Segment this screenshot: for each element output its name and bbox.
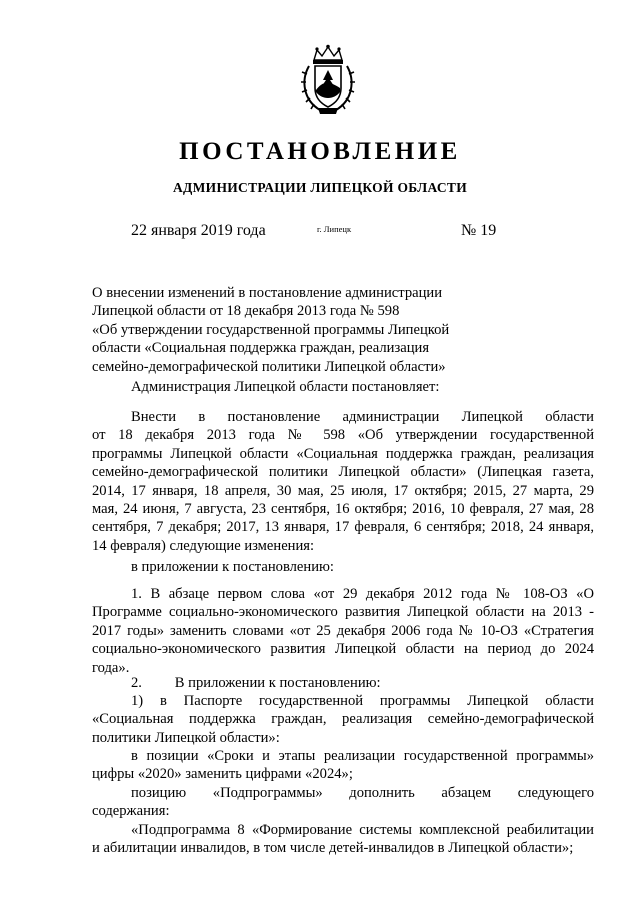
sub1-line: 1) в Паспорте государственной программы Липецкой области [131, 693, 594, 709]
heading-line: области «Социальная поддержка граждан, реализация [92, 340, 430, 357]
position1-line: в позиции «Сроки и этапы реализации государственной программы» [131, 748, 594, 764]
item1-line: 2017 годы» заменить словами «от 25 декабря 2006 года № 10-ОЗ «Стратегия [92, 622, 594, 639]
intro-line: сентября, 7 декабря; 2017, 13 января, 17 февраля, 6 сентября; 2018, 24 января, [92, 519, 594, 536]
intro-line: 2014, 17 января, 18 апреля, 30 мая, 25 июля, 17 октября; 2015, 27 марта, 29 [92, 482, 594, 499]
item1-line: Программе социально-экономического развития Липецкой области на 2013 - [92, 604, 594, 621]
intro-line: семейно-демографической политики Липецкой области» (Липецкая газета, [92, 464, 594, 481]
item1-line: года». [92, 659, 130, 676]
coat-of-arms-emblem [298, 44, 358, 116]
subprogram8-line: «Подпрограмма 8 «Формирование системы комплексной реабилитации [131, 822, 594, 838]
heading-line: Липецкой области от 18 декабря 2013 года № 598 [92, 303, 400, 320]
intro-line: Внести в постановление администрации Липецкой области [131, 409, 594, 425]
resolves-paragraph: Администрация Липецкой области постановляет: [131, 379, 440, 395]
subprogram8-line: и абилитации инвалидов, в том числе детей-инвалидов в Липецкой области»; [92, 840, 574, 857]
heading-line: О внесении изменений в постановление администрации [92, 285, 443, 301]
position1-line: цифры «2020» заменить цифрами «2024»; [92, 766, 353, 783]
sub1-line: политики Липецкой области»: [92, 729, 280, 746]
document-date: 22 января 2019 года [131, 222, 266, 239]
item1-line: социально-экономического развития Липецкой области на период до 2024 [92, 641, 594, 658]
item1-line: 1. В абзаце первом слова «от 29 декабря 2012 года № 108-ОЗ «О [131, 586, 594, 602]
intro-line: мая, 24 июня, 7 августа, 23 сентября, 16 октября; 2016, 10 февраля, 27 мая, 28 [92, 501, 594, 517]
item2-line: 2. В приложении к постановлению: [131, 675, 381, 691]
document-place: г. Липецк [317, 224, 352, 234]
heading-line: «Об утверждении государственной программы Липецкой [92, 321, 450, 338]
intro-line: программы Липецкой области «Социальная поддержка граждан, реализация [92, 445, 594, 462]
intro-line: 14 февраля) следующие изменения: [92, 537, 315, 554]
heading-line: семейно-демографической политики Липецкой области» [92, 358, 446, 375]
document-issuer: АДМИНИСТРАЦИИ ЛИПЕЦКОЙ ОБЛАСТИ [172, 180, 468, 195]
document-number: № 19 [461, 222, 497, 239]
appendix-intro: в приложении к постановлению: [131, 559, 334, 575]
document-title: ПОСТАНОВЛЕНИЕ [179, 138, 461, 165]
position2-line: позицию «Подпрограммы» дополнить абзацем следующего [131, 785, 594, 801]
sub1-line: «Социальная поддержка граждан, реализация семейно-демографической [92, 711, 594, 728]
lipetsk-coat-of-arms-icon [298, 44, 358, 116]
intro-line: от 18 декабря 2013 года № 598 «Об утверждении государственной [92, 427, 594, 444]
document-heading [92, 284, 472, 376]
position2-line: содержания: [92, 803, 170, 820]
